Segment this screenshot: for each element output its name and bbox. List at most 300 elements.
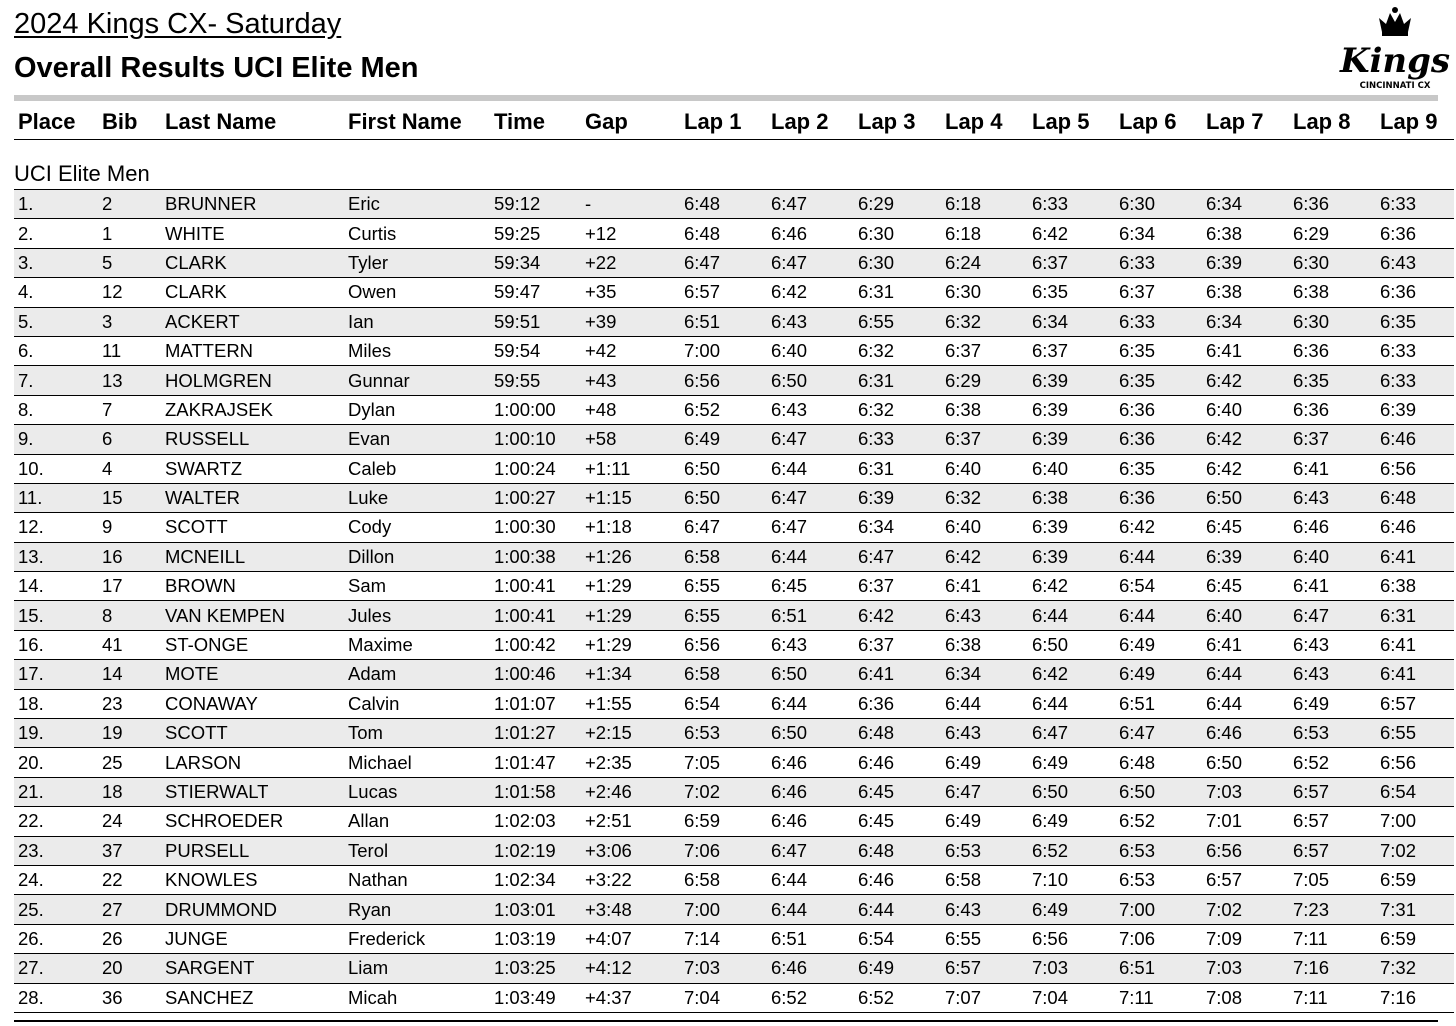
table-cell: 1:00:00 — [490, 395, 581, 424]
table-cell: 1:00:41 — [490, 572, 581, 601]
table-cell: 6:57 — [1289, 836, 1376, 865]
table-cell: 7:06 — [1115, 924, 1202, 953]
table-cell: CLARK — [161, 248, 344, 277]
table-cell: 23. — [14, 836, 98, 865]
table-cell: 1:00:46 — [490, 660, 581, 689]
table-cell: 5. — [14, 307, 98, 336]
table-cell: 6:24 — [941, 248, 1028, 277]
table-cell: 6:39 — [1376, 395, 1454, 424]
table-cell: 6:49 — [854, 954, 941, 983]
table-cell: - — [581, 190, 680, 219]
table-cell: 7:00 — [1376, 807, 1454, 836]
column-header: Lap 7 — [1202, 104, 1289, 140]
table-cell: 6:50 — [767, 719, 854, 748]
table-cell: 6:58 — [941, 865, 1028, 894]
table-cell: WALTER — [161, 483, 344, 512]
table-cell: 3 — [98, 307, 161, 336]
table-cell: 6:40 — [1289, 542, 1376, 571]
table-cell: 6:50 — [767, 660, 854, 689]
table-cell: 6:52 — [680, 395, 767, 424]
table-cell: 7:08 — [1202, 983, 1289, 1012]
table-row — [14, 513, 1454, 542]
table-cell: 16 — [98, 542, 161, 571]
table-cell: 7:23 — [1289, 895, 1376, 924]
table-cell: 7:02 — [1202, 895, 1289, 924]
table-cell: +1:55 — [581, 689, 680, 718]
table-cell: 6:49 — [1028, 895, 1115, 924]
table-cell: 6:39 — [1028, 542, 1115, 571]
table-cell: BROWN — [161, 572, 344, 601]
table-cell: Luke — [344, 483, 490, 512]
table-cell: 6:33 — [1376, 190, 1454, 219]
table-cell: 8 — [98, 601, 161, 630]
table-cell: +2:51 — [581, 807, 680, 836]
table-cell: 6:53 — [941, 836, 1028, 865]
table-cell: MOTE — [161, 660, 344, 689]
column-header: Lap 4 — [941, 104, 1028, 140]
table-cell: +35 — [581, 278, 680, 307]
table-cell: 17. — [14, 660, 98, 689]
table-cell: 6:46 — [1376, 425, 1454, 454]
table-cell: 6:38 — [941, 395, 1028, 424]
table-cell: 6:44 — [1115, 542, 1202, 571]
table-cell: 59:54 — [490, 336, 581, 365]
table-cell: 6:49 — [1289, 689, 1376, 718]
table-cell: 6:50 — [680, 483, 767, 512]
table-cell: SCOTT — [161, 719, 344, 748]
table-cell: 6:37 — [941, 336, 1028, 365]
table-row — [14, 219, 1454, 248]
table-cell: KNOWLES — [161, 865, 344, 894]
table-row — [14, 777, 1454, 806]
section-label: UCI Elite Men — [14, 140, 1454, 190]
table-cell: 6:56 — [1376, 454, 1454, 483]
table-cell: 6:47 — [767, 190, 854, 219]
table-cell: 6:49 — [680, 425, 767, 454]
table-cell: 6:33 — [1115, 307, 1202, 336]
table-cell: 6:54 — [680, 689, 767, 718]
table-row — [14, 190, 1454, 219]
table-cell: 26. — [14, 924, 98, 953]
table-cell: 6:31 — [1376, 601, 1454, 630]
table-cell: 6:57 — [680, 278, 767, 307]
table-cell: 1:00:30 — [490, 513, 581, 542]
table-row — [14, 542, 1454, 571]
table-cell: 6:40 — [1202, 395, 1289, 424]
table-cell: 6:52 — [767, 983, 854, 1012]
table-cell: 1:01:07 — [490, 689, 581, 718]
table-cell: 6:48 — [680, 219, 767, 248]
table-cell: 6:46 — [1202, 719, 1289, 748]
table-cell: 7:16 — [1289, 954, 1376, 983]
table-cell: 7:11 — [1289, 983, 1376, 1012]
table-cell: 6:57 — [1202, 865, 1289, 894]
table-cell: 6:42 — [1028, 219, 1115, 248]
table-cell: 36 — [98, 983, 161, 1012]
table-cell: 6:57 — [1289, 807, 1376, 836]
table-cell: 6:35 — [1289, 366, 1376, 395]
table-cell: 6:54 — [1115, 572, 1202, 601]
table-cell: 6:37 — [1028, 336, 1115, 365]
table-cell: 6:53 — [1115, 836, 1202, 865]
table-cell: 6:55 — [680, 601, 767, 630]
table-row — [14, 454, 1454, 483]
table-cell: 1:01:47 — [490, 748, 581, 777]
column-header: Bib — [98, 104, 161, 140]
table-cell: 13 — [98, 366, 161, 395]
table-cell: 6:47 — [1289, 601, 1376, 630]
table-cell: 16. — [14, 630, 98, 659]
table-cell: 6:44 — [767, 895, 854, 924]
table-cell: 6:43 — [941, 601, 1028, 630]
table-cell: 6:37 — [1289, 425, 1376, 454]
table-cell: 6:49 — [1115, 660, 1202, 689]
table-cell: 6:52 — [1115, 807, 1202, 836]
column-header: Time — [490, 104, 581, 140]
table-cell: 7:11 — [1115, 983, 1202, 1012]
table-cell: 6:40 — [941, 454, 1028, 483]
column-header: First Name — [344, 104, 490, 140]
table-cell: SCOTT — [161, 513, 344, 542]
table-cell: Dylan — [344, 395, 490, 424]
table-cell: +22 — [581, 248, 680, 277]
table-cell: 6:41 — [1289, 454, 1376, 483]
table-cell: 6:35 — [1115, 366, 1202, 395]
table-cell: 6:56 — [1028, 924, 1115, 953]
table-row — [14, 924, 1454, 953]
table-cell: 6:38 — [1376, 572, 1454, 601]
table-cell: RUSSELL — [161, 425, 344, 454]
table-cell: 6:46 — [854, 865, 941, 894]
table-cell: 6:18 — [941, 219, 1028, 248]
kings-logo — [1339, 4, 1451, 92]
table-cell: Terol — [344, 836, 490, 865]
table-cell: 19. — [14, 719, 98, 748]
crown-icon — [1379, 7, 1411, 36]
table-cell: 15 — [98, 483, 161, 512]
table-cell: 59:25 — [490, 219, 581, 248]
table-cell: 6:34 — [854, 513, 941, 542]
table-cell: Calvin — [344, 689, 490, 718]
table-cell: 6:45 — [854, 777, 941, 806]
table-cell: 6:40 — [1028, 454, 1115, 483]
table-cell: 7:14 — [680, 924, 767, 953]
table-row — [14, 366, 1454, 395]
table-cell: DRUMMOND — [161, 895, 344, 924]
table-cell: PURSELL — [161, 836, 344, 865]
table-cell: Nathan — [344, 865, 490, 894]
table-cell: 26 — [98, 924, 161, 953]
table-cell: Ryan — [344, 895, 490, 924]
table-cell: JUNGE — [161, 924, 344, 953]
table-cell: 1:03:01 — [490, 895, 581, 924]
column-header: Gap — [581, 104, 680, 140]
table-cell: Curtis — [344, 219, 490, 248]
table-cell: 6:42 — [941, 542, 1028, 571]
table-cell: 6:30 — [1115, 190, 1202, 219]
table-row — [14, 630, 1454, 659]
table-cell: 7:05 — [680, 748, 767, 777]
table-cell: +1:18 — [581, 513, 680, 542]
table-cell: 6:47 — [1115, 719, 1202, 748]
table-cell: 6:42 — [1202, 425, 1289, 454]
table-cell: 6:36 — [1115, 395, 1202, 424]
table-cell: 6:48 — [680, 190, 767, 219]
logo-subtext: CINCINNATI CX — [1359, 81, 1431, 91]
table-cell: +43 — [581, 366, 680, 395]
table-cell: 6:54 — [854, 924, 941, 953]
table-cell: 20 — [98, 954, 161, 983]
table-cell: 6:43 — [767, 395, 854, 424]
table-cell: +42 — [581, 336, 680, 365]
table-cell: 6:34 — [1028, 307, 1115, 336]
table-row — [14, 865, 1454, 894]
table-cell: 6:53 — [1115, 865, 1202, 894]
table-cell: Ian — [344, 307, 490, 336]
table-cell: Caleb — [344, 454, 490, 483]
table-cell: 11. — [14, 483, 98, 512]
table-cell: 1:02:34 — [490, 865, 581, 894]
table-cell: 41 — [98, 630, 161, 659]
table-cell: 6:44 — [767, 689, 854, 718]
table-cell: 6:39 — [1202, 542, 1289, 571]
table-cell: 22 — [98, 865, 161, 894]
table-cell: 12 — [98, 278, 161, 307]
table-cell: 1:00:24 — [490, 454, 581, 483]
table-cell: MCNEILL — [161, 542, 344, 571]
table-cell: 1:01:27 — [490, 719, 581, 748]
table-cell: 6:31 — [854, 454, 941, 483]
table-cell: 6. — [14, 336, 98, 365]
table-cell: 7. — [14, 366, 98, 395]
table-cell: 7:02 — [680, 777, 767, 806]
table-cell: 6:51 — [767, 601, 854, 630]
table-cell: 6:50 — [1028, 630, 1115, 659]
table-cell: +4:37 — [581, 983, 680, 1012]
table-cell: 6:46 — [1289, 513, 1376, 542]
table-row — [14, 954, 1454, 983]
table-cell: 6:44 — [767, 542, 854, 571]
table-cell: 6:42 — [1202, 454, 1289, 483]
table-cell: 25 — [98, 748, 161, 777]
table-cell: 6:43 — [1289, 630, 1376, 659]
table-cell: 6:55 — [941, 924, 1028, 953]
table-cell: 28. — [14, 983, 98, 1012]
table-cell: +4:07 — [581, 924, 680, 953]
table-cell: 6:43 — [1289, 483, 1376, 512]
table-cell: 6:46 — [767, 777, 854, 806]
table-cell: 6:33 — [1376, 336, 1454, 365]
table-cell: 6:48 — [1115, 748, 1202, 777]
table-cell: 7:04 — [1028, 983, 1115, 1012]
table-cell: 6 — [98, 425, 161, 454]
table-cell: 6:44 — [767, 865, 854, 894]
table-cell: 19 — [98, 719, 161, 748]
table-cell: 6:29 — [854, 190, 941, 219]
table-cell: 6:58 — [680, 660, 767, 689]
table-cell: SWARTZ — [161, 454, 344, 483]
table-cell: 6:39 — [1028, 395, 1115, 424]
table-cell: 6:29 — [941, 366, 1028, 395]
table-cell: ZAKRAJSEK — [161, 395, 344, 424]
table-row — [14, 836, 1454, 865]
table-cell: 6:42 — [854, 601, 941, 630]
table-cell: 6:43 — [767, 307, 854, 336]
footer-divider — [14, 1020, 1438, 1022]
table-cell: 59:34 — [490, 248, 581, 277]
table-body — [14, 140, 1454, 1013]
table-cell: 7:00 — [680, 336, 767, 365]
table-cell: 6:59 — [1376, 865, 1454, 894]
column-header: Lap 2 — [767, 104, 854, 140]
table-cell: 6:41 — [941, 572, 1028, 601]
table-cell: 27. — [14, 954, 98, 983]
table-cell: Micah — [344, 983, 490, 1012]
table-cell: 6:44 — [1028, 689, 1115, 718]
table-cell: Frederick — [344, 924, 490, 953]
table-cell: 9 — [98, 513, 161, 542]
table-cell: WHITE — [161, 219, 344, 248]
table-cell: 6:41 — [1376, 542, 1454, 571]
table-cell: 59:12 — [490, 190, 581, 219]
table-cell: 6:37 — [854, 572, 941, 601]
table-cell: 6:58 — [680, 542, 767, 571]
table-cell: 6:59 — [1376, 924, 1454, 953]
table-cell: 6:47 — [941, 777, 1028, 806]
table-row — [14, 807, 1454, 836]
table-cell: 6:42 — [1202, 366, 1289, 395]
table-cell: 23 — [98, 689, 161, 718]
table-cell: 6:51 — [767, 924, 854, 953]
table-cell: 6:49 — [941, 807, 1028, 836]
table-cell: 6:30 — [1289, 307, 1376, 336]
table-cell: Maxime — [344, 630, 490, 659]
table-cell: Dillon — [344, 542, 490, 571]
table-cell: 59:55 — [490, 366, 581, 395]
table-cell: +2:15 — [581, 719, 680, 748]
table-cell: 6:33 — [1028, 190, 1115, 219]
table-cell: 6:43 — [1289, 660, 1376, 689]
table-row — [14, 278, 1454, 307]
table-cell: 7:31 — [1376, 895, 1454, 924]
table-cell: 6:40 — [941, 513, 1028, 542]
table-cell: 6:42 — [1115, 513, 1202, 542]
column-header: Lap 5 — [1028, 104, 1115, 140]
table-cell: CLARK — [161, 278, 344, 307]
table-cell: 6:40 — [767, 336, 854, 365]
table-cell: 4 — [98, 454, 161, 483]
table-cell: 6:46 — [767, 954, 854, 983]
table-cell: 6:41 — [1376, 630, 1454, 659]
table-cell: +2:46 — [581, 777, 680, 806]
table-cell: 6:39 — [1028, 425, 1115, 454]
table-cell: 6:34 — [1202, 190, 1289, 219]
table-cell: 6:50 — [767, 366, 854, 395]
table-cell: 6:55 — [680, 572, 767, 601]
table-cell: 1:00:10 — [490, 425, 581, 454]
table-cell: 6:32 — [941, 483, 1028, 512]
table-cell: 6:47 — [767, 483, 854, 512]
table-cell: 6:39 — [1028, 513, 1115, 542]
table-cell: 6:43 — [941, 895, 1028, 924]
column-header: Lap 3 — [854, 104, 941, 140]
table-row — [14, 719, 1454, 748]
table-cell: 6:44 — [941, 689, 1028, 718]
table-cell: +1:29 — [581, 601, 680, 630]
table-cell: Michael — [344, 748, 490, 777]
table-cell: 10. — [14, 454, 98, 483]
table-cell: HOLMGREN — [161, 366, 344, 395]
table-cell: +3:22 — [581, 865, 680, 894]
table-cell: +1:34 — [581, 660, 680, 689]
table-cell: 6:45 — [1202, 572, 1289, 601]
table-cell: 7:01 — [1202, 807, 1289, 836]
table-cell: 6:56 — [680, 366, 767, 395]
table-cell: 6:41 — [1202, 630, 1289, 659]
table-cell: 6:30 — [854, 248, 941, 277]
table-cell: 6:47 — [680, 248, 767, 277]
table-cell: 6:46 — [1376, 513, 1454, 542]
table-cell: 6:18 — [941, 190, 1028, 219]
table-cell: 6:44 — [1202, 660, 1289, 689]
table-cell: 6:47 — [680, 513, 767, 542]
table-cell: 6:36 — [854, 689, 941, 718]
table-cell: 6:43 — [1376, 248, 1454, 277]
table-cell: 6:37 — [941, 425, 1028, 454]
table-cell: 6:32 — [854, 395, 941, 424]
table-cell: 13. — [14, 542, 98, 571]
table-cell: 9. — [14, 425, 98, 454]
header-row — [14, 104, 1454, 140]
table-cell: 6:38 — [1028, 483, 1115, 512]
table-cell: 6:44 — [1028, 601, 1115, 630]
table-cell: 6:42 — [1028, 660, 1115, 689]
table-cell: 6:36 — [1115, 425, 1202, 454]
table-cell: 6:47 — [767, 836, 854, 865]
table-cell: 4. — [14, 278, 98, 307]
table-row — [14, 248, 1454, 277]
table-cell: 6:38 — [941, 630, 1028, 659]
column-header: Lap 8 — [1289, 104, 1376, 140]
table-cell: Tom — [344, 719, 490, 748]
table-cell: 14. — [14, 572, 98, 601]
table-cell: 6:57 — [941, 954, 1028, 983]
table-cell: 6:56 — [1202, 836, 1289, 865]
table-cell: Allan — [344, 807, 490, 836]
table-cell: 6:37 — [1115, 278, 1202, 307]
table-cell: 6:34 — [1202, 307, 1289, 336]
table-cell: 7:03 — [680, 954, 767, 983]
table-cell: 18 — [98, 777, 161, 806]
table-cell: Eric — [344, 190, 490, 219]
table-cell: 6:37 — [1028, 248, 1115, 277]
table-cell: 6:45 — [767, 572, 854, 601]
table-cell: 6:39 — [1202, 248, 1289, 277]
table-cell: 7:05 — [1289, 865, 1376, 894]
table-cell: 7:03 — [1202, 954, 1289, 983]
table-cell: 6:46 — [767, 219, 854, 248]
table-cell: +48 — [581, 395, 680, 424]
column-header: Last Name — [161, 104, 344, 140]
table-cell: 6:47 — [767, 425, 854, 454]
table-cell: 6:49 — [1028, 807, 1115, 836]
table-cell: 6:59 — [680, 807, 767, 836]
table-cell: 7 — [98, 395, 161, 424]
table-cell: 6:45 — [854, 807, 941, 836]
table-cell: Tyler — [344, 248, 490, 277]
table-cell: 18. — [14, 689, 98, 718]
table-cell: ST-ONGE — [161, 630, 344, 659]
